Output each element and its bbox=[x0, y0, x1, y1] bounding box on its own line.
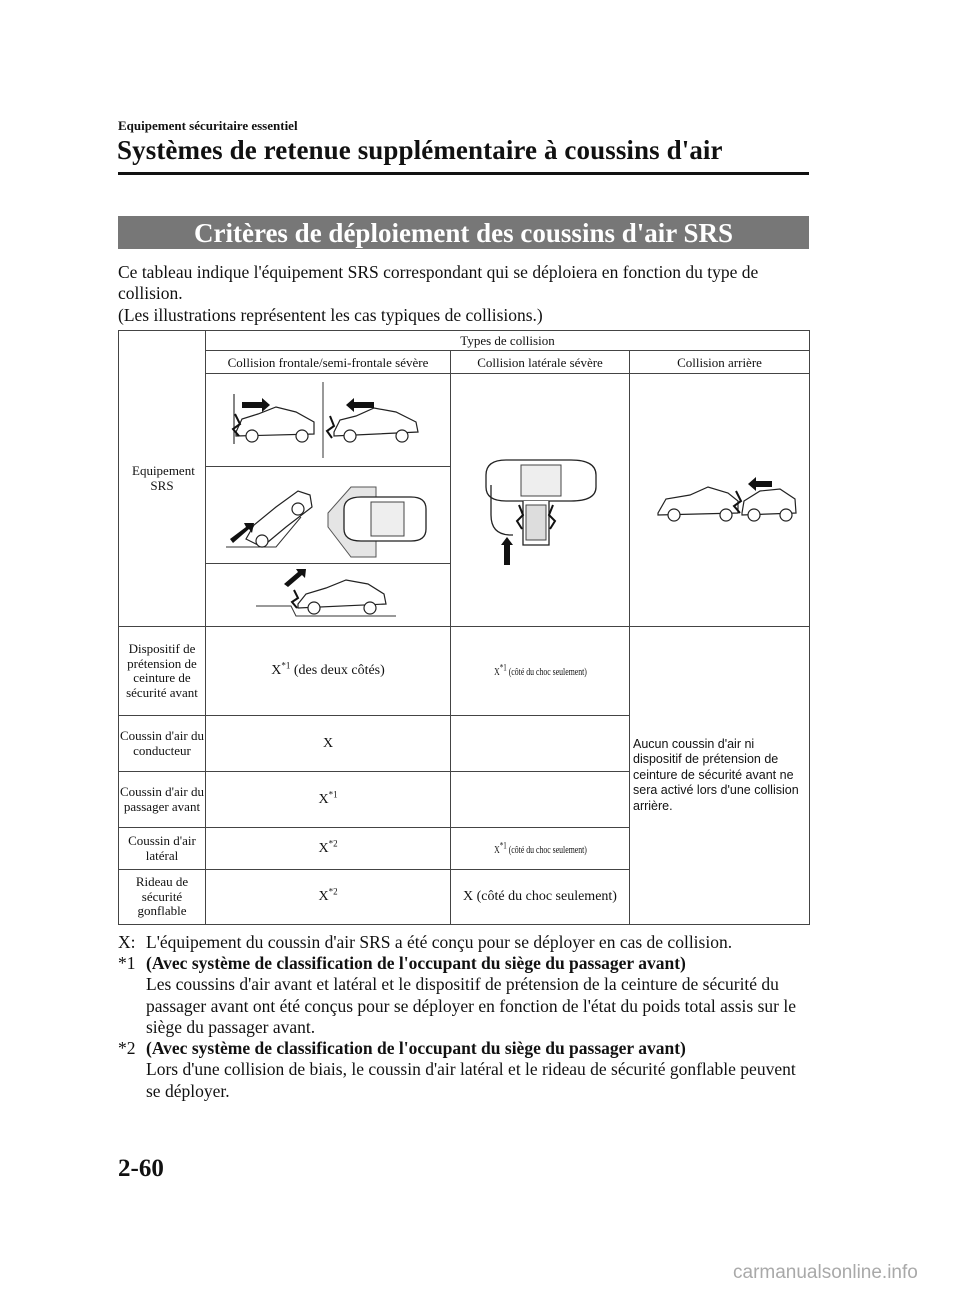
rear-note-cell bbox=[630, 627, 810, 925]
side-cell bbox=[451, 772, 630, 828]
side-cell: X (côté du choc seulement) bbox=[451, 870, 630, 925]
footnote-title-2: (Avec système de classification de l'occupant du siège du passager avant) bbox=[146, 1038, 686, 1058]
group-header: Types de collision bbox=[206, 331, 810, 351]
page-number: 2-60 bbox=[118, 1155, 164, 1182]
equipment-label: Coussin d'air du conducteur bbox=[120, 728, 204, 758]
frontal-cell: $X^{*2}$ bbox=[206, 828, 451, 870]
equipment-cell bbox=[119, 772, 206, 828]
oblique-collision-illustration bbox=[206, 467, 451, 563]
watermark: carmanualsonline.info bbox=[733, 1262, 918, 1283]
intro-note: (Les illustrations représentent les cas typiques de collisions.) bbox=[118, 305, 543, 325]
equipment-cell bbox=[119, 870, 206, 925]
footnote-text-1: Les coussins d'air avant et latéral et le dispositif de prétension de la ceinture de sécurité du passager avant ont été conçus pour se déployer en fonction de l'état du poids total assis sur le siège du passager avant. bbox=[146, 974, 796, 1037]
col-header-frontal: Collision frontale/semi-frontale sévère bbox=[206, 351, 451, 374]
footnote-key-1: *1 bbox=[118, 953, 136, 973]
row-header: Equipement SRS bbox=[132, 463, 195, 493]
frontal-collision-illustration bbox=[206, 374, 451, 466]
rear-note: Aucun coussin d'air ni dispositif de prétension de ceinture de sécurité avant ne sera activé lors d'une collision arrière. bbox=[633, 736, 799, 813]
illustration-frontal-2 bbox=[206, 467, 451, 564]
equipment-label: Rideau de sécurité gonflable bbox=[135, 874, 189, 919]
title-rule bbox=[118, 172, 809, 175]
equipment-cell bbox=[119, 627, 206, 716]
frontal-cell: $X^{*1}$ (des deux côtés) bbox=[206, 627, 451, 716]
illustration-rear bbox=[630, 374, 810, 627]
footnote-text-2: Lors d'une collision de biais, le coussin d'air latéral et le rideau de sécurité gonflable peuvent se déployer. bbox=[146, 1059, 796, 1101]
side-cell: $X^{*1}$ (côté du choc seulement) bbox=[451, 627, 630, 716]
frontal-cell: $X^{*2}$ bbox=[206, 870, 451, 925]
footnote-key-2: *2 bbox=[118, 1038, 136, 1058]
side-collision-illustration bbox=[451, 375, 630, 625]
equipment-cell bbox=[119, 828, 206, 870]
equipment-label: Dispositif de prétension de ceinture de sécurité avant bbox=[126, 641, 198, 700]
footnote-key-x: X: bbox=[118, 932, 136, 952]
illustration-frontal-1 bbox=[206, 374, 451, 467]
intro-paragraph: Ce tableau indique l'équipement SRS correspondant qui se déploiera en fonction du type de collision. bbox=[118, 262, 759, 303]
frontal-cell: X bbox=[206, 716, 451, 772]
col-header-rear: Collision arrière bbox=[630, 351, 810, 374]
footnote-title-1: (Avec système de classification de l'occupant du siège du passager avant) bbox=[146, 953, 686, 973]
col-header-side: Collision latérale sévère bbox=[451, 351, 630, 374]
frontal-cell: $X^{*1}$ bbox=[206, 772, 451, 828]
section-banner: Critères de déploiement des coussins d'air SRS bbox=[118, 216, 809, 249]
breadcrumb: Equipement sécuritaire essentiel bbox=[118, 118, 298, 133]
equipment-label: Coussin d'air du passager avant bbox=[120, 784, 204, 814]
illustration-side bbox=[451, 374, 630, 627]
page-title: Systèmes de retenue supplémentaire à coussins d'air bbox=[117, 135, 723, 165]
side-cell: $X^{*1}$ (côté du choc seulement) bbox=[451, 828, 630, 870]
equipment-label: Coussin d'air latéral bbox=[128, 833, 196, 863]
side-cell bbox=[451, 716, 630, 772]
deployment-table bbox=[118, 330, 810, 925]
footnote-text-x: L'équipement du coussin d'air SRS a été conçu pour se déployer en cas de collision. bbox=[146, 932, 733, 952]
equipment-cell bbox=[119, 716, 206, 772]
illustration-frontal-3 bbox=[206, 564, 451, 627]
rear-collision-illustration bbox=[630, 375, 810, 625]
underride-collision-illustration bbox=[206, 564, 451, 626]
row-header-cell bbox=[119, 331, 206, 627]
